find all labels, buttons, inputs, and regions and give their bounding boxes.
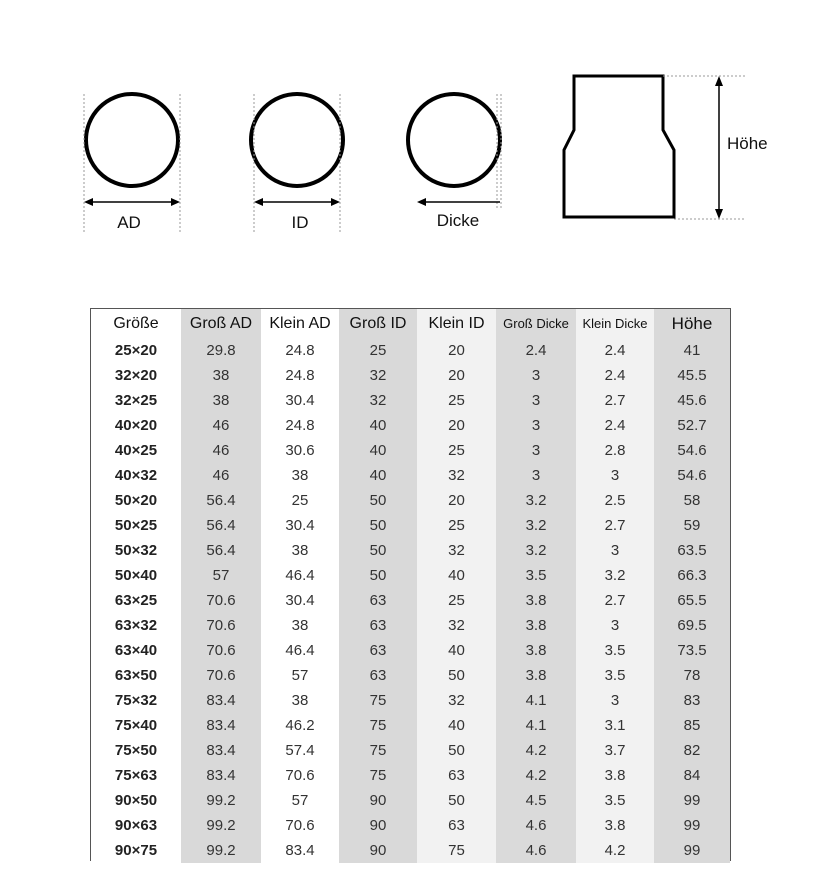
cell-small-od: 25 [261, 488, 339, 513]
cell-large-od: 46 [181, 463, 261, 488]
cell-height: 59 [654, 513, 730, 538]
cell-large-od: 83.4 [181, 763, 261, 788]
cell-small-od: 30.4 [261, 588, 339, 613]
cell-small-thickness: 2.4 [576, 363, 654, 388]
cell-large-id: 50 [339, 488, 417, 513]
cell-small-od: 70.6 [261, 763, 339, 788]
cell-size: 63×50 [91, 663, 181, 688]
cell-large-od: 99.2 [181, 838, 261, 863]
cell-size: 40×32 [91, 463, 181, 488]
cell-large-id: 63 [339, 638, 417, 663]
cell-large-id: 40 [339, 413, 417, 438]
inner-diameter-circle [251, 94, 343, 186]
cell-large-thickness: 3.2 [496, 488, 576, 513]
table-row [91, 388, 730, 413]
cell-small-thickness: 3.7 [576, 738, 654, 763]
table-row [91, 463, 730, 488]
table-row [91, 363, 730, 388]
cell-height: 83 [654, 688, 730, 713]
cell-small-od: 30.4 [261, 513, 339, 538]
cell-size: 75×32 [91, 688, 181, 713]
cell-large-id: 90 [339, 788, 417, 813]
cell-small-thickness: 2.4 [576, 413, 654, 438]
cell-large-thickness: 3.5 [496, 563, 576, 588]
outer-diameter-circle [86, 94, 178, 186]
table-row [91, 538, 730, 563]
cell-small-od: 46.4 [261, 638, 339, 663]
cell-large-od: 99.2 [181, 813, 261, 838]
table-row [91, 663, 730, 688]
cell-size: 75×63 [91, 763, 181, 788]
cell-size: 50×25 [91, 513, 181, 538]
cell-large-thickness: 4.2 [496, 738, 576, 763]
cell-size: 32×20 [91, 363, 181, 388]
table-row [91, 513, 730, 538]
cell-small-id: 40 [417, 638, 496, 663]
cell-small-od: 57 [261, 788, 339, 813]
cell-small-thickness: 2.8 [576, 438, 654, 463]
cell-large-id: 63 [339, 588, 417, 613]
header-small-thickness: Klein Dicke [576, 309, 654, 338]
table-row [91, 688, 730, 713]
cell-small-od: 38 [261, 613, 339, 638]
cell-small-id: 50 [417, 738, 496, 763]
table-header-row [91, 309, 730, 338]
height-label: Höhe [727, 134, 768, 153]
cell-large-id: 50 [339, 538, 417, 563]
cell-size: 50×20 [91, 488, 181, 513]
cell-large-id: 75 [339, 688, 417, 713]
cell-small-thickness: 3.5 [576, 638, 654, 663]
cell-height: 78 [654, 663, 730, 688]
thickness-label: Dicke [436, 211, 480, 230]
cell-large-od: 70.6 [181, 638, 261, 663]
cell-large-id: 25 [339, 338, 417, 363]
cell-small-id: 50 [417, 663, 496, 688]
table-row [91, 638, 730, 663]
cell-small-thickness: 3.5 [576, 663, 654, 688]
table-row [91, 613, 730, 638]
cell-large-thickness: 4.6 [496, 813, 576, 838]
cell-large-id: 50 [339, 563, 417, 588]
cell-height: 41 [654, 338, 730, 363]
cell-height: 82 [654, 738, 730, 763]
cell-large-thickness: 4.2 [496, 763, 576, 788]
cell-large-id: 63 [339, 613, 417, 638]
cell-large-od: 70.6 [181, 588, 261, 613]
cell-small-od: 24.8 [261, 338, 339, 363]
table-row [91, 788, 730, 813]
thickness-figure [408, 94, 501, 230]
cell-small-od: 70.6 [261, 813, 339, 838]
cell-small-id: 32 [417, 463, 496, 488]
cell-small-id: 32 [417, 688, 496, 713]
cell-large-od: 83.4 [181, 713, 261, 738]
cell-large-id: 32 [339, 363, 417, 388]
cell-large-thickness: 3.8 [496, 638, 576, 663]
cell-large-thickness: 3 [496, 363, 576, 388]
cell-large-thickness: 3.8 [496, 613, 576, 638]
cell-height: 54.6 [654, 463, 730, 488]
cell-small-id: 20 [417, 488, 496, 513]
header-large-od: Groß AD [181, 309, 261, 338]
cell-large-thickness: 3.8 [496, 588, 576, 613]
dimension-diagram [0, 0, 824, 290]
cell-large-od: 83.4 [181, 688, 261, 713]
cell-small-od: 30.4 [261, 388, 339, 413]
cell-small-thickness: 2.4 [576, 338, 654, 363]
cell-small-thickness: 3.8 [576, 763, 654, 788]
cell-height: 99 [654, 788, 730, 813]
cell-height: 54.6 [654, 438, 730, 463]
cell-large-thickness: 3 [496, 438, 576, 463]
cell-large-id: 40 [339, 438, 417, 463]
cell-large-id: 90 [339, 813, 417, 838]
cell-large-thickness: 3.2 [496, 538, 576, 563]
cell-large-od: 29.8 [181, 338, 261, 363]
cell-small-od: 46.2 [261, 713, 339, 738]
cell-small-od: 57.4 [261, 738, 339, 763]
cell-large-od: 83.4 [181, 738, 261, 763]
cell-small-id: 25 [417, 513, 496, 538]
cell-small-id: 25 [417, 388, 496, 413]
cell-height: 73.5 [654, 638, 730, 663]
cell-large-od: 46 [181, 438, 261, 463]
outer-diameter-figure [84, 94, 180, 234]
cell-small-od: 46.4 [261, 563, 339, 588]
cell-small-od: 30.6 [261, 438, 339, 463]
cell-large-id: 32 [339, 388, 417, 413]
cell-small-id: 25 [417, 588, 496, 613]
cell-height: 63.5 [654, 538, 730, 563]
header-small-od: Klein AD [261, 309, 339, 338]
cell-small-id: 20 [417, 363, 496, 388]
cell-large-thickness: 4.1 [496, 713, 576, 738]
cell-height: 45.6 [654, 388, 730, 413]
cell-small-id: 75 [417, 838, 496, 863]
cell-small-thickness: 3 [576, 538, 654, 563]
table-row [91, 738, 730, 763]
cell-size: 75×50 [91, 738, 181, 763]
cell-size: 63×32 [91, 613, 181, 638]
cell-size: 50×32 [91, 538, 181, 563]
cell-large-thickness: 3.8 [496, 663, 576, 688]
cell-large-od: 56.4 [181, 513, 261, 538]
cell-small-thickness: 3 [576, 613, 654, 638]
cell-small-id: 32 [417, 538, 496, 563]
header-large-id: Groß ID [339, 309, 417, 338]
cell-size: 63×40 [91, 638, 181, 663]
cell-small-thickness: 3.5 [576, 788, 654, 813]
table-row [91, 338, 730, 363]
header-small-id: Klein ID [417, 309, 496, 338]
cell-small-id: 40 [417, 713, 496, 738]
cell-large-id: 50 [339, 513, 417, 538]
cell-small-thickness: 2.7 [576, 588, 654, 613]
header-height: Höhe [654, 309, 730, 338]
cell-large-thickness: 3 [496, 388, 576, 413]
cell-large-od: 38 [181, 363, 261, 388]
cell-large-id: 75 [339, 738, 417, 763]
cell-small-id: 20 [417, 338, 496, 363]
cell-small-id: 50 [417, 788, 496, 813]
cell-large-thickness: 3.2 [496, 513, 576, 538]
cell-size: 40×25 [91, 438, 181, 463]
cell-small-id: 32 [417, 613, 496, 638]
cell-small-thickness: 2.5 [576, 488, 654, 513]
cell-small-id: 20 [417, 413, 496, 438]
cell-large-od: 57 [181, 563, 261, 588]
table-row [91, 438, 730, 463]
cell-large-id: 75 [339, 713, 417, 738]
size-table [90, 308, 731, 861]
cell-large-thickness: 4.6 [496, 838, 576, 863]
cell-small-id: 40 [417, 563, 496, 588]
cell-large-od: 56.4 [181, 488, 261, 513]
cell-small-thickness: 2.7 [576, 388, 654, 413]
cell-small-od: 57 [261, 663, 339, 688]
reducer-side-view [564, 76, 768, 219]
cell-height: 45.5 [654, 363, 730, 388]
cell-large-thickness: 4.1 [496, 688, 576, 713]
header-size: Größe [91, 309, 181, 338]
table-row [91, 413, 730, 438]
cell-large-thickness: 4.5 [496, 788, 576, 813]
cell-size: 75×40 [91, 713, 181, 738]
cell-small-id: 63 [417, 813, 496, 838]
table-row [91, 838, 730, 863]
table-body [91, 338, 730, 863]
cell-large-od: 70.6 [181, 663, 261, 688]
cell-large-od: 70.6 [181, 613, 261, 638]
cell-height: 84 [654, 763, 730, 788]
cell-size: 25×20 [91, 338, 181, 363]
cell-small-id: 63 [417, 763, 496, 788]
cell-large-od: 56.4 [181, 538, 261, 563]
cell-size: 90×63 [91, 813, 181, 838]
table-row [91, 588, 730, 613]
cell-small-thickness: 3.8 [576, 813, 654, 838]
cell-size: 32×25 [91, 388, 181, 413]
cell-height: 58 [654, 488, 730, 513]
cell-small-thickness: 3 [576, 463, 654, 488]
table-row [91, 813, 730, 838]
cell-small-thickness: 4.2 [576, 838, 654, 863]
cell-large-thickness: 3 [496, 413, 576, 438]
cell-height: 52.7 [654, 413, 730, 438]
cell-large-id: 75 [339, 763, 417, 788]
cell-large-od: 38 [181, 388, 261, 413]
cell-small-od: 38 [261, 688, 339, 713]
cell-height: 69.5 [654, 613, 730, 638]
outer-diameter-label: AD [117, 213, 141, 232]
cell-height: 99 [654, 838, 730, 863]
cell-size: 90×75 [91, 838, 181, 863]
cell-height: 66.3 [654, 563, 730, 588]
cell-large-od: 46 [181, 413, 261, 438]
table-row [91, 563, 730, 588]
cell-small-thickness: 2.7 [576, 513, 654, 538]
cell-large-thickness: 2.4 [496, 338, 576, 363]
cell-large-od: 99.2 [181, 788, 261, 813]
table-row [91, 763, 730, 788]
cell-large-thickness: 3 [496, 463, 576, 488]
cell-small-thickness: 3.2 [576, 563, 654, 588]
cell-large-id: 40 [339, 463, 417, 488]
cell-small-thickness: 3.1 [576, 713, 654, 738]
header-large-thickness: Groß Dicke [496, 309, 576, 338]
cell-size: 63×25 [91, 588, 181, 613]
inner-diameter-figure [251, 94, 343, 234]
cell-small-od: 24.8 [261, 363, 339, 388]
cell-large-id: 63 [339, 663, 417, 688]
cell-small-od: 24.8 [261, 413, 339, 438]
reducer-outline [564, 76, 674, 217]
table-row [91, 488, 730, 513]
cell-small-od: 38 [261, 463, 339, 488]
cell-small-od: 38 [261, 538, 339, 563]
cell-height: 65.5 [654, 588, 730, 613]
cell-large-id: 90 [339, 838, 417, 863]
cell-height: 85 [654, 713, 730, 738]
cell-small-thickness: 3 [576, 688, 654, 713]
table-row [91, 713, 730, 738]
cell-small-id: 25 [417, 438, 496, 463]
cell-height: 99 [654, 813, 730, 838]
thickness-circle [408, 94, 500, 186]
cell-small-od: 83.4 [261, 838, 339, 863]
cell-size: 90×50 [91, 788, 181, 813]
cell-size: 50×40 [91, 563, 181, 588]
cell-size: 40×20 [91, 413, 181, 438]
inner-diameter-label: ID [291, 213, 309, 232]
